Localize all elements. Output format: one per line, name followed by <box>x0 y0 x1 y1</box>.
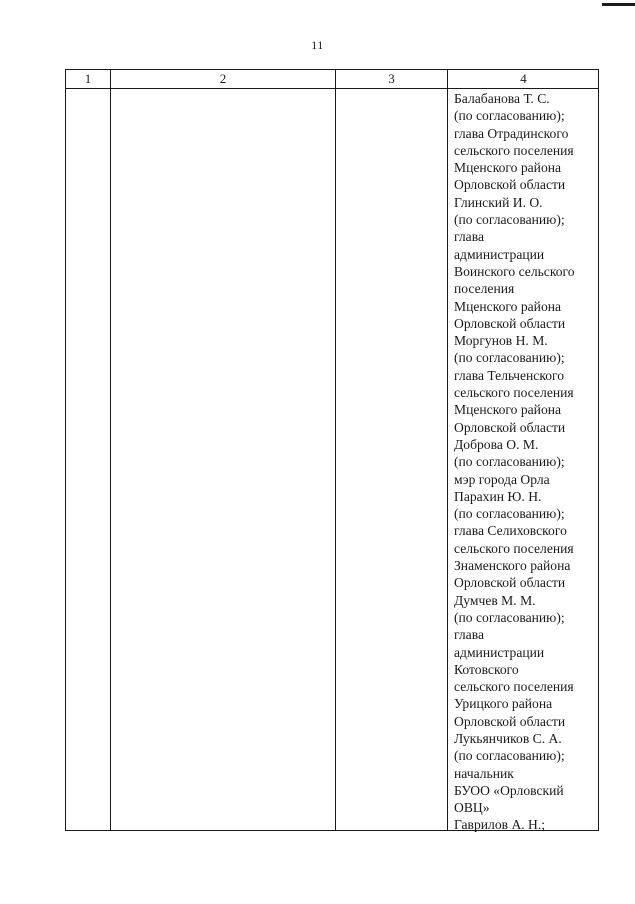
header-col-3: 3 <box>388 71 395 86</box>
cell-text-line: Гаврилов А. Н.; <box>454 817 546 833</box>
cell-text-line: Глинский И. О. <box>454 194 543 210</box>
cell-text-line: администрации <box>454 246 545 262</box>
cell-text-line: Мценского района <box>454 402 562 418</box>
column-divider-1 <box>110 70 111 830</box>
cell-text-line: Воинского сельского <box>454 263 575 279</box>
header-col-4: 4 <box>520 71 527 86</box>
cell-text-line: Лукьянчиков С. А. <box>454 730 562 746</box>
cell-text-line: глава Тельченского <box>454 367 565 383</box>
cell-text-line: сельского поселения <box>454 142 574 158</box>
cell-text-line: Балабанова Т. С. <box>454 91 550 106</box>
cell-text-line: Орловской области <box>454 315 566 331</box>
header-divider <box>66 88 598 89</box>
cell-text-line: (по согласованию); <box>454 748 565 764</box>
cell-text-line: ОВЦ» <box>454 800 490 816</box>
cell-text-line: сельского поселения <box>454 385 574 401</box>
cell-text-line: (по согласованию); <box>454 350 565 366</box>
header-col-1: 1 <box>84 71 92 86</box>
cell-text-line: Орловской области <box>454 177 566 193</box>
cell-text-line: Моргунов Н. М. <box>454 333 548 349</box>
cell-text-line: Знаменского района <box>454 558 571 574</box>
cell-text-line: Орловской области <box>454 713 566 729</box>
cell-text-line: сельского поселения <box>454 679 574 695</box>
header-col-2: 2 <box>219 71 227 86</box>
cell-text-line: Урицкого района <box>454 696 553 712</box>
cell-text-line: Орловской области <box>454 419 566 435</box>
cell-text-line: (по согласованию); <box>454 212 565 228</box>
cell-text-line: Парахин Ю. Н. <box>454 488 542 504</box>
cell-text-line: Котовского <box>454 661 519 677</box>
cell-text-line: Думчев М. М. <box>454 592 536 608</box>
cell-text-line: поселения <box>454 281 515 297</box>
corner-mark <box>602 3 635 6</box>
cell-text-line: Орловской области <box>454 575 566 591</box>
cell-text-line: глава Селиховского <box>454 523 567 539</box>
cell-text-line: (по согласованию); <box>454 108 565 124</box>
cell-text-line: Мценского района <box>454 298 562 314</box>
column-divider-3 <box>447 70 448 830</box>
cell-text-line: мэр города Орла <box>454 471 550 487</box>
cell-text-line: Мценского района <box>454 160 562 176</box>
cell-text-line: (по согласованию); <box>454 506 565 522</box>
column-divider-2 <box>335 70 336 830</box>
cell-text-line: (по согласованию); <box>454 454 565 470</box>
page-number: 11 <box>311 38 324 52</box>
column-4-cell <box>454 90 598 834</box>
cell-text-line: сельского поселения <box>454 540 574 556</box>
cell-text-line: (по согласованию); <box>454 609 565 625</box>
cell-text-line: начальник <box>454 765 514 781</box>
cell-text-line: глава <box>454 627 484 643</box>
cell-text-line: Доброва О. М. <box>454 436 539 452</box>
cell-text-line: БУОО «Орловский <box>454 782 564 798</box>
cell-text-line: администрации <box>454 644 545 660</box>
document-table <box>65 69 599 831</box>
cell-text-line: глава <box>454 229 484 245</box>
cell-text-line: глава Отрадинского <box>454 125 569 141</box>
